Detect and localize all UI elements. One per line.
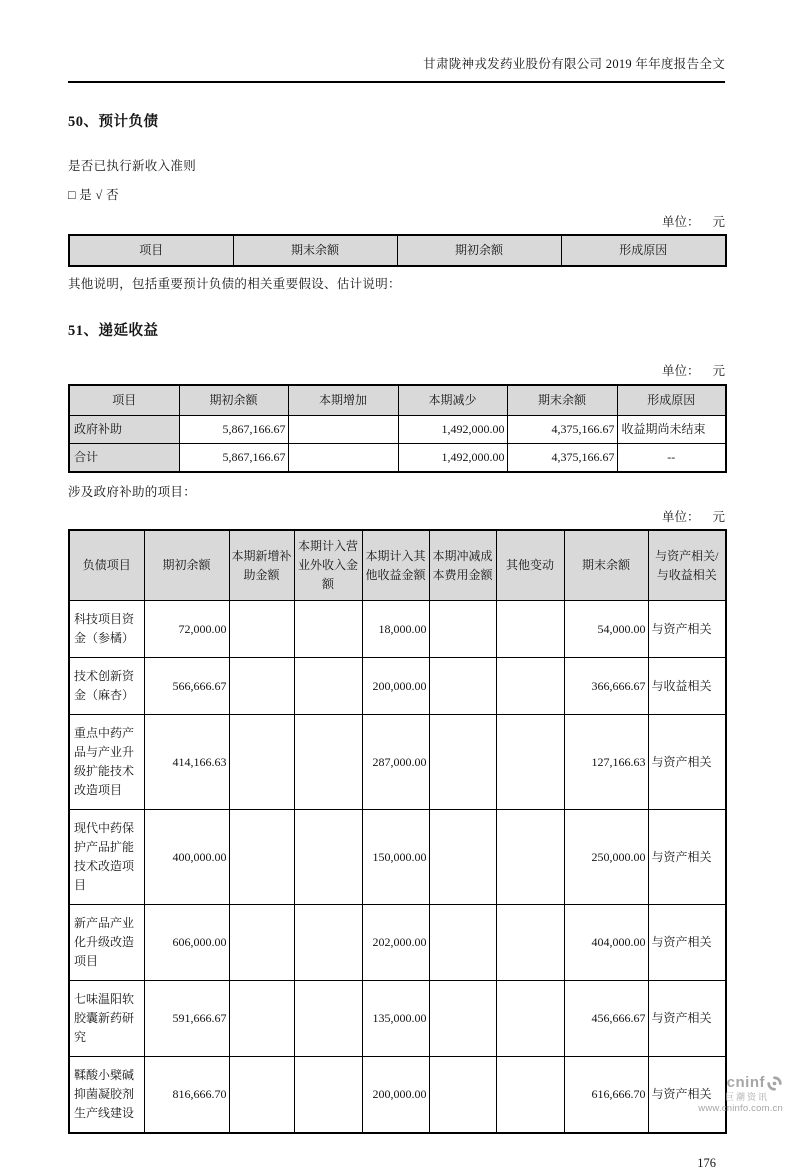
cell-opening-balance: 5,867,166.67 bbox=[179, 444, 288, 473]
unit-line bbox=[68, 361, 725, 379]
cell-item: 合计 bbox=[69, 444, 179, 473]
cell-asset-or-income-related: 与资产相关 bbox=[648, 905, 726, 981]
cell-formation-reason: 收益期尚未结束 bbox=[617, 416, 726, 444]
cell-other-income-amount: 18,000.00 bbox=[362, 601, 429, 658]
col-item: 项目 bbox=[69, 235, 233, 266]
cell-cost-offset-amount bbox=[429, 810, 496, 905]
table-row bbox=[69, 981, 726, 1057]
col-asset-or-income-related: 与资产相关/与收益相关 bbox=[648, 530, 726, 601]
cell-other-changes bbox=[496, 715, 564, 810]
cell-liability-item: 重点中药产品与产业升级扩能技术改造项目 bbox=[69, 715, 144, 810]
page-number: 176 bbox=[697, 1156, 716, 1170]
deferred-income-table bbox=[68, 384, 727, 473]
cell-other-income-amount: 135,000.00 bbox=[362, 981, 429, 1057]
estimated-liabilities-table bbox=[68, 234, 727, 267]
table-row bbox=[69, 715, 726, 810]
cell-nonoperating-income-amount bbox=[294, 905, 362, 981]
unit-value: 元 bbox=[712, 215, 725, 229]
cell-new-grant-amount bbox=[229, 601, 294, 658]
col-closing-balance: 期末余额 bbox=[507, 385, 617, 416]
cell-nonoperating-income-amount bbox=[294, 810, 362, 905]
unit-line bbox=[68, 507, 725, 525]
col-opening-balance: 期初余额 bbox=[179, 385, 288, 416]
cell-increase bbox=[288, 444, 398, 473]
col-cost-offset-amount: 本期冲减成本费用金额 bbox=[429, 530, 496, 601]
cell-opening-balance: 816,666.70 bbox=[144, 1057, 229, 1134]
col-decrease: 本期减少 bbox=[398, 385, 507, 416]
cell-item: 政府补助 bbox=[69, 416, 179, 444]
section-50-heading: 50、预计负债 bbox=[68, 114, 159, 130]
table-header-row bbox=[69, 530, 726, 601]
unit-value: 元 bbox=[712, 510, 725, 524]
cell-new-grant-amount bbox=[229, 715, 294, 810]
cell-new-grant-amount bbox=[229, 810, 294, 905]
unit-label: 单位： bbox=[661, 364, 700, 378]
col-opening-balance: 期初余额 bbox=[397, 235, 561, 266]
cell-closing-balance: 127,166.63 bbox=[564, 715, 648, 810]
new-revenue-standard-question: 是否已执行新收入准则 bbox=[68, 159, 197, 173]
section-51-heading: 51、递延收益 bbox=[68, 323, 159, 339]
cell-asset-or-income-related: 与资产相关 bbox=[648, 810, 726, 905]
cell-closing-balance: 404,000.00 bbox=[564, 905, 648, 981]
col-closing-balance: 期末余额 bbox=[564, 530, 648, 601]
cninfo-logo-row bbox=[687, 1075, 783, 1092]
cell-other-income-amount: 287,000.00 bbox=[362, 715, 429, 810]
cell-cost-offset-amount bbox=[429, 1057, 496, 1134]
cell-opening-balance: 566,666.67 bbox=[144, 658, 229, 715]
cell-formation-reason: -- bbox=[617, 444, 726, 473]
yes-no-answer: □ 是 √ 否 bbox=[68, 188, 119, 202]
col-liability-item: 负债项目 bbox=[69, 530, 144, 601]
table-row bbox=[69, 601, 726, 658]
cell-new-grant-amount bbox=[229, 981, 294, 1057]
document-header bbox=[68, 54, 725, 83]
cell-liability-item: 现代中药保护产品扩能技术改造项目 bbox=[69, 810, 144, 905]
table-header-row bbox=[69, 235, 726, 266]
cell-cost-offset-amount bbox=[429, 905, 496, 981]
col-opening-balance: 期初余额 bbox=[144, 530, 229, 601]
cell-nonoperating-income-amount bbox=[294, 1057, 362, 1134]
cell-cost-offset-amount bbox=[429, 658, 496, 715]
cell-opening-balance: 5,867,166.67 bbox=[179, 416, 288, 444]
other-notes: 其他说明，包括重要预计负债的相关重要假设、估计说明： bbox=[68, 277, 401, 291]
cell-nonoperating-income-amount bbox=[294, 981, 362, 1057]
col-new-grant-amount: 本期新增补助金额 bbox=[229, 530, 294, 601]
cell-opening-balance: 606,000.00 bbox=[144, 905, 229, 981]
col-formation-reason: 形成原因 bbox=[561, 235, 726, 266]
cell-cost-offset-amount bbox=[429, 981, 496, 1057]
document-title: 甘肃陇神戎发药业股份有限公司 2019 年年度报告全文 bbox=[423, 57, 725, 71]
col-other-changes: 其他变动 bbox=[496, 530, 564, 601]
col-formation-reason: 形成原因 bbox=[617, 385, 726, 416]
cell-other-income-amount: 200,000.00 bbox=[362, 1057, 429, 1134]
unit-label: 单位： bbox=[661, 510, 700, 524]
table-row bbox=[69, 810, 726, 905]
cell-opening-balance: 72,000.00 bbox=[144, 601, 229, 658]
cell-other-changes bbox=[496, 981, 564, 1057]
cell-liability-item: 鞣酸小檗碱抑菌凝胶剂生产线建设 bbox=[69, 1057, 144, 1134]
cell-new-grant-amount bbox=[229, 658, 294, 715]
government-grant-note: 涉及政府补助的项目： bbox=[68, 485, 197, 499]
cell-new-grant-amount bbox=[229, 905, 294, 981]
unit-label: 单位： bbox=[661, 215, 700, 229]
table-row bbox=[69, 658, 726, 715]
cell-asset-or-income-related: 与资产相关 bbox=[648, 1057, 726, 1134]
cell-closing-balance: 4,375,166.67 bbox=[507, 416, 617, 444]
cell-decrease: 1,492,000.00 bbox=[398, 444, 507, 473]
cell-nonoperating-income-amount bbox=[294, 715, 362, 810]
cell-other-changes bbox=[496, 658, 564, 715]
cell-asset-or-income-related: 与资产相关 bbox=[648, 715, 726, 810]
unit-line bbox=[68, 212, 725, 230]
table-row-government-grant bbox=[69, 416, 726, 444]
cell-closing-balance: 54,000.00 bbox=[564, 601, 648, 658]
cell-new-grant-amount bbox=[229, 1057, 294, 1134]
cninfo-swirl-icon bbox=[766, 1075, 783, 1092]
cell-other-income-amount: 150,000.00 bbox=[362, 810, 429, 905]
cell-closing-balance: 366,666.67 bbox=[564, 658, 648, 715]
cell-other-income-amount: 200,000.00 bbox=[362, 658, 429, 715]
col-nonoperating-income-amount: 本期计入营业外收入金额 bbox=[294, 530, 362, 601]
cell-decrease: 1,492,000.00 bbox=[398, 416, 507, 444]
cell-opening-balance: 414,166.63 bbox=[144, 715, 229, 810]
cell-cost-offset-amount bbox=[429, 601, 496, 658]
cell-closing-balance: 4,375,166.67 bbox=[507, 444, 617, 473]
cninfo-logo bbox=[687, 1075, 783, 1114]
cell-other-changes bbox=[496, 905, 564, 981]
cell-asset-or-income-related: 与收益相关 bbox=[648, 658, 726, 715]
cell-other-changes bbox=[496, 601, 564, 658]
cell-liability-item: 七味温阳软胶囊新药研究 bbox=[69, 981, 144, 1057]
col-increase: 本期增加 bbox=[288, 385, 398, 416]
cell-opening-balance: 591,666.67 bbox=[144, 981, 229, 1057]
cell-asset-or-income-related: 与资产相关 bbox=[648, 981, 726, 1057]
cninfo-brand-text: cninf bbox=[726, 1074, 765, 1092]
cell-nonoperating-income-amount bbox=[294, 658, 362, 715]
government-grant-items-table bbox=[68, 529, 727, 1134]
cell-closing-balance: 456,666.67 bbox=[564, 981, 648, 1057]
cell-liability-item: 技术创新资金（麻杏） bbox=[69, 658, 144, 715]
cell-closing-balance: 616,666.70 bbox=[564, 1057, 648, 1134]
cell-closing-balance: 250,000.00 bbox=[564, 810, 648, 905]
table-row-total bbox=[69, 444, 726, 473]
cell-nonoperating-income-amount bbox=[294, 601, 362, 658]
cell-other-changes bbox=[496, 1057, 564, 1134]
cell-opening-balance: 400,000.00 bbox=[144, 810, 229, 905]
cell-asset-or-income-related: 与资产相关 bbox=[648, 601, 726, 658]
cninfo-url: www.cninfo.com.cn bbox=[698, 1103, 783, 1115]
cell-other-changes bbox=[496, 810, 564, 905]
cell-liability-item: 新产品产业化升级改造项目 bbox=[69, 905, 144, 981]
unit-value: 元 bbox=[712, 364, 725, 378]
cninfo-chinese-name: 巨潮资讯 bbox=[724, 1091, 769, 1102]
table-row bbox=[69, 905, 726, 981]
cell-increase bbox=[288, 416, 398, 444]
col-closing-balance: 期末余额 bbox=[233, 235, 397, 266]
table-row bbox=[69, 1057, 726, 1134]
table-header-row bbox=[69, 385, 726, 416]
col-other-income-amount: 本期计入其他收益金额 bbox=[362, 530, 429, 601]
cell-other-income-amount: 202,000.00 bbox=[362, 905, 429, 981]
cell-liability-item: 科技项目资金（参橘） bbox=[69, 601, 144, 658]
col-item: 项目 bbox=[69, 385, 179, 416]
cell-cost-offset-amount bbox=[429, 715, 496, 810]
